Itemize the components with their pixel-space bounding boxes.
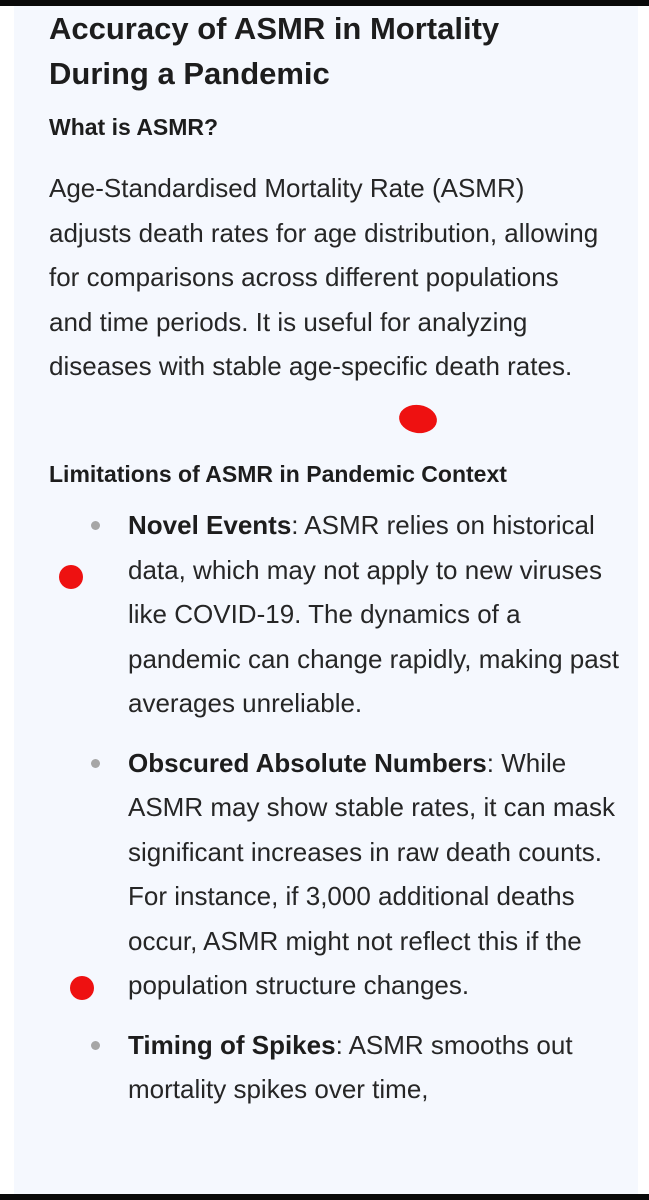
list-item-term: Timing of Spikes	[128, 1029, 336, 1060]
list-item-novel-events	[49, 503, 629, 726]
list-item-text: : ASMR relies on historical data, which may not apply to new viruses like COVID-19. The dynamics of a pandemic can change rapidly, making past averages unreliable.	[128, 510, 619, 718]
limitations-list	[49, 503, 629, 1127]
limitations-heading: Limitations of ASMR in Pandemic Context	[49, 461, 507, 487]
red-annotation-dot	[59, 565, 83, 589]
article-title-line-1: Accuracy of ASMR in Mortality	[49, 11, 500, 46]
bullet-icon	[91, 1041, 100, 1050]
list-item-timing-of-spikes	[49, 1023, 629, 1112]
article-title	[49, 6, 629, 96]
article-content	[49, 6, 629, 1104]
asmr-definition-paragraph: Age-Standardised Mortality Rate (ASMR) adjusts death rates for age distribution, allowing for comparisons across different populations and time periods. It is useful for analyzing diseases with stable age-specific death rates.	[49, 173, 599, 381]
article-card	[14, 6, 638, 1194]
bullet-icon	[91, 521, 100, 530]
list-item-term: Obscured Absolute Numbers	[128, 747, 487, 778]
bullet-icon	[91, 759, 100, 768]
article-title-line-2: During a Pandemic	[49, 56, 330, 91]
what-is-asmr-heading: What is ASMR?	[49, 114, 219, 140]
list-item-text: : While ASMR may show stable rates, it can mask significant increases in raw death counts. For instance, if 3,000 additional deaths occur, ASMR might not reflect this if the population structure changes.	[128, 747, 615, 1000]
list-item-text: : ASMR smooths out mortality spikes over time,	[128, 1029, 573, 1104]
red-annotation-dot	[70, 976, 94, 1000]
list-item-term: Novel Events	[128, 510, 292, 540]
list-item-obscured-absolute-numbers	[49, 741, 629, 1008]
bottom-edge-bar	[0, 1194, 649, 1200]
